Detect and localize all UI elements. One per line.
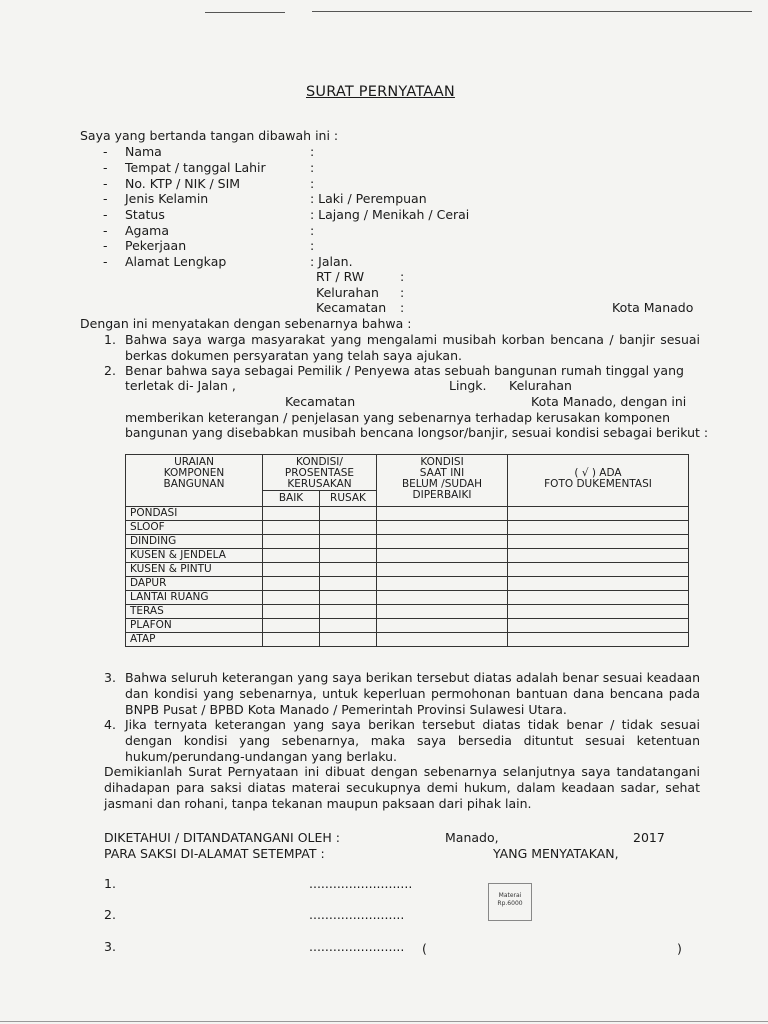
witness-number: 3. bbox=[104, 939, 116, 954]
cell-baik[interactable] bbox=[263, 507, 320, 521]
witness-number: 1. bbox=[104, 876, 116, 891]
table-row bbox=[126, 633, 689, 647]
cell-foto[interactable] bbox=[508, 563, 689, 577]
header-text: FOTO DUKEMENTASI bbox=[544, 478, 652, 490]
cell-kondisi[interactable] bbox=[377, 521, 508, 535]
point-number: 1. bbox=[104, 332, 116, 347]
cell-baik[interactable] bbox=[263, 549, 320, 563]
yang-menyatakan: YANG MENYATAKAN, bbox=[493, 846, 619, 861]
field-label-ktp: No. KTP / NIK / SIM bbox=[125, 176, 241, 191]
stamp-text: Materai bbox=[498, 892, 522, 899]
place-date: Manado, bbox=[445, 830, 499, 845]
table-row bbox=[126, 507, 689, 521]
scan-line bbox=[312, 11, 752, 12]
field-label-agama: Agama bbox=[125, 223, 169, 238]
field-label-ttl: Tempat / tanggal Lahir bbox=[125, 160, 266, 175]
component-cell: TERAS bbox=[126, 605, 263, 619]
address-kelurahan: Kelurahan bbox=[316, 285, 379, 300]
cell-kondisi[interactable] bbox=[377, 549, 508, 563]
witness-signature-line: ........................ bbox=[309, 907, 405, 922]
scan-line bbox=[205, 12, 285, 13]
address-rt-rw: RT / RW bbox=[316, 269, 365, 284]
bottom-scan-line bbox=[0, 1021, 768, 1022]
header-text: BANGUNAN bbox=[163, 478, 225, 490]
header-text: PROSENTASE bbox=[284, 467, 355, 479]
point-2-line-5: bangunan yang disebabkan musibah bencana longsor/banjir, sesuai kondisi sebagai berikut : bbox=[125, 425, 709, 440]
header-text: ( √ ) ADA bbox=[574, 467, 622, 479]
field-dash: - bbox=[103, 191, 108, 206]
cell-rusak[interactable] bbox=[320, 591, 377, 605]
closing-paragraph: Demikianlah Surat Pernyataan ini dibuat dengan sebenarnya selanjutnya saya tandatangani dihadapan para saksi diatas materai secukupnya demi hukum, dalam keadaan sadar, sehat jasmani dan rohani, tanpa tekanan maupun paksaan dari pihak lain. bbox=[104, 764, 700, 811]
cell-foto[interactable] bbox=[508, 577, 689, 591]
cell-foto[interactable] bbox=[508, 633, 689, 647]
diketahui-label: DIKETAHUI / DITANDATANGANI OLEH : bbox=[104, 830, 340, 845]
intro-text: Saya yang bertanda tangan dibawah ini : bbox=[80, 128, 339, 143]
field-label-nama: Nama bbox=[125, 144, 162, 159]
table-row bbox=[126, 605, 689, 619]
stamp-text: Rp.6000 bbox=[497, 900, 523, 907]
field-dash: - bbox=[103, 176, 108, 191]
header-text: SAAT INI bbox=[419, 467, 465, 479]
field-value-agama: : bbox=[310, 223, 315, 238]
cell-foto[interactable] bbox=[508, 507, 689, 521]
point-number: 4. bbox=[104, 717, 116, 732]
materai-stamp bbox=[488, 883, 532, 921]
point-4-text: Jika ternyata keterangan yang saya berikan tersebut diatas tidak benar / tidak sesuai dengan kondisi yang sebenarnya, maka saya bersedia dituntut sesuai ketentuan hukum/perundang-undangan yang berlaku. bbox=[125, 717, 700, 764]
year: 2017 bbox=[633, 830, 665, 845]
field-dash: - bbox=[103, 144, 108, 159]
cell-kondisi[interactable] bbox=[377, 605, 508, 619]
cell-baik[interactable] bbox=[263, 563, 320, 577]
header-uraian bbox=[126, 455, 263, 507]
component-cell: KUSEN & PINTU bbox=[126, 563, 263, 577]
point-2-lingk: Lingk. bbox=[449, 378, 487, 393]
cell-rusak[interactable] bbox=[320, 577, 377, 591]
component-cell: LANTAI RUANG bbox=[126, 591, 263, 605]
document-title: SURAT PERNYATAAN bbox=[306, 84, 455, 100]
cell-rusak[interactable] bbox=[320, 619, 377, 633]
cell-kondisi[interactable] bbox=[377, 563, 508, 577]
header-text: KONDISI/ bbox=[296, 456, 343, 468]
point-2-line-1: Benar bahwa saya sebagai Pemilik / Penyewa atas sebuah bangunan rumah tinggal yang bbox=[125, 363, 684, 378]
point-3-text: Bahwa seluruh keterangan yang saya berikan tersebut diatas adalah benar sesuai keadaan dan kondisi yang sebenarnya, untuk keperluan permohonan bantuan dana bencana pada BNPB Pusat / BPBD Kota Manado / Pemerintah Provinsi Sulawesi Utara. bbox=[125, 670, 700, 717]
witness-signature-line: .......................... bbox=[309, 876, 413, 891]
point-2-jalan: terletak di- Jalan , bbox=[125, 378, 236, 393]
cell-kondisi[interactable] bbox=[377, 619, 508, 633]
field-dash: - bbox=[103, 238, 108, 253]
cell-kondisi[interactable] bbox=[377, 507, 508, 521]
cell-rusak[interactable] bbox=[320, 633, 377, 647]
field-label-status: Status bbox=[125, 207, 165, 222]
cell-foto[interactable] bbox=[508, 521, 689, 535]
header-text: KONDISI bbox=[420, 456, 464, 468]
point-2-kota: Kota Manado, dengan ini bbox=[531, 394, 687, 409]
table-header-row bbox=[126, 455, 689, 491]
table-row bbox=[126, 535, 689, 549]
point-2-kecamatan: Kecamatan bbox=[285, 394, 356, 409]
table-row bbox=[126, 521, 689, 535]
cell-rusak[interactable] bbox=[320, 549, 377, 563]
address-colon: : bbox=[400, 269, 405, 284]
address-kecamatan: Kecamatan bbox=[316, 300, 387, 315]
cell-baik[interactable] bbox=[263, 619, 320, 633]
field-value-nama: : bbox=[310, 144, 315, 159]
damage-table bbox=[125, 454, 689, 647]
field-dash: - bbox=[103, 223, 108, 238]
cell-kondisi[interactable] bbox=[377, 591, 508, 605]
cell-foto[interactable] bbox=[508, 605, 689, 619]
header-kondisi bbox=[263, 455, 377, 491]
table-row bbox=[126, 577, 689, 591]
cell-baik[interactable] bbox=[263, 577, 320, 591]
cell-rusak[interactable] bbox=[320, 605, 377, 619]
cell-rusak[interactable] bbox=[320, 521, 377, 535]
cell-foto[interactable] bbox=[508, 591, 689, 605]
cell-kondisi[interactable] bbox=[377, 535, 508, 549]
component-cell: ATAP bbox=[126, 633, 263, 647]
field-dash: - bbox=[103, 207, 108, 222]
header-baik: BAIK bbox=[263, 491, 320, 507]
name-paren-close: ) bbox=[677, 941, 682, 956]
cell-baik[interactable] bbox=[263, 521, 320, 535]
name-paren-open: ( bbox=[422, 941, 427, 956]
point-1-text: Bahwa saya warga masyarakat yang mengalami musibah korban bencana / banjir sesuai berkas dokumen persyaratan yang telah saya ajukan. bbox=[125, 332, 700, 363]
cell-kondisi[interactable] bbox=[377, 633, 508, 647]
field-dash: - bbox=[103, 254, 108, 269]
statement-intro: Dengan ini menyatakan dengan sebenarnya bahwa : bbox=[80, 316, 412, 331]
header-foto bbox=[508, 455, 689, 507]
point-2-kelurahan: Kelurahan bbox=[509, 378, 572, 393]
cell-foto[interactable] bbox=[508, 619, 689, 633]
cell-foto[interactable] bbox=[508, 549, 689, 563]
cell-baik[interactable] bbox=[263, 535, 320, 549]
component-cell: SLOOF bbox=[126, 521, 263, 535]
field-value-ttl: : bbox=[310, 160, 315, 175]
cell-baik[interactable] bbox=[263, 633, 320, 647]
header-text: KERUSAKAN bbox=[287, 478, 352, 490]
cell-foto[interactable] bbox=[508, 535, 689, 549]
cell-baik[interactable] bbox=[263, 605, 320, 619]
field-value-status: : Lajang / Menikah / Cerai bbox=[310, 207, 470, 222]
field-label-jenis-kelamin: Jenis Kelamin bbox=[125, 191, 209, 206]
field-value-ktp: : bbox=[310, 176, 315, 191]
point-number: 2. bbox=[104, 363, 116, 378]
address-colon: : bbox=[400, 285, 405, 300]
field-value-pekerjaan: : bbox=[310, 238, 315, 253]
component-cell: DINDING bbox=[126, 535, 263, 549]
cell-kondisi[interactable] bbox=[377, 577, 508, 591]
component-cell: KUSEN & JENDELA bbox=[126, 549, 263, 563]
component-cell: DAPUR bbox=[126, 577, 263, 591]
witness-signature-line: ........................ bbox=[309, 939, 405, 954]
table-row bbox=[126, 619, 689, 633]
header-text: URAIAN bbox=[174, 456, 214, 468]
cell-rusak[interactable] bbox=[320, 563, 377, 577]
address-kota: Kota Manado bbox=[612, 300, 694, 315]
field-value-jenis-kelamin: : Laki / Perempuan bbox=[310, 191, 427, 206]
header-kondisi-saat-ini bbox=[377, 455, 508, 507]
field-label-pekerjaan: Pekerjaan bbox=[125, 238, 187, 253]
point-number: 3. bbox=[104, 670, 116, 685]
field-dash: - bbox=[103, 160, 108, 175]
field-label-alamat: Alamat Lengkap bbox=[125, 254, 227, 269]
table-row bbox=[126, 591, 689, 605]
component-cell: PONDASI bbox=[126, 507, 263, 521]
address-colon: : bbox=[400, 300, 405, 315]
table-row bbox=[126, 563, 689, 577]
header-text: BELUM /SUDAH bbox=[401, 478, 483, 490]
witness-number: 2. bbox=[104, 907, 116, 922]
header-rusak: RUSAK bbox=[320, 491, 377, 507]
point-2-line-4: memberikan keterangan / penjelasan yang sebenarnya terhadap kerusakan komponen bbox=[125, 410, 671, 425]
cell-baik[interactable] bbox=[263, 591, 320, 605]
cell-rusak[interactable] bbox=[320, 507, 377, 521]
field-value-alamat: : Jalan. bbox=[310, 254, 353, 269]
header-text: DIPERBAIKI bbox=[412, 489, 472, 501]
table-row bbox=[126, 549, 689, 563]
cell-rusak[interactable] bbox=[320, 535, 377, 549]
component-cell: PLAFON bbox=[126, 619, 263, 633]
header-text: KOMPONEN bbox=[163, 467, 225, 479]
saksi-label: PARA SAKSI DI-ALAMAT SETEMPAT : bbox=[104, 846, 325, 861]
